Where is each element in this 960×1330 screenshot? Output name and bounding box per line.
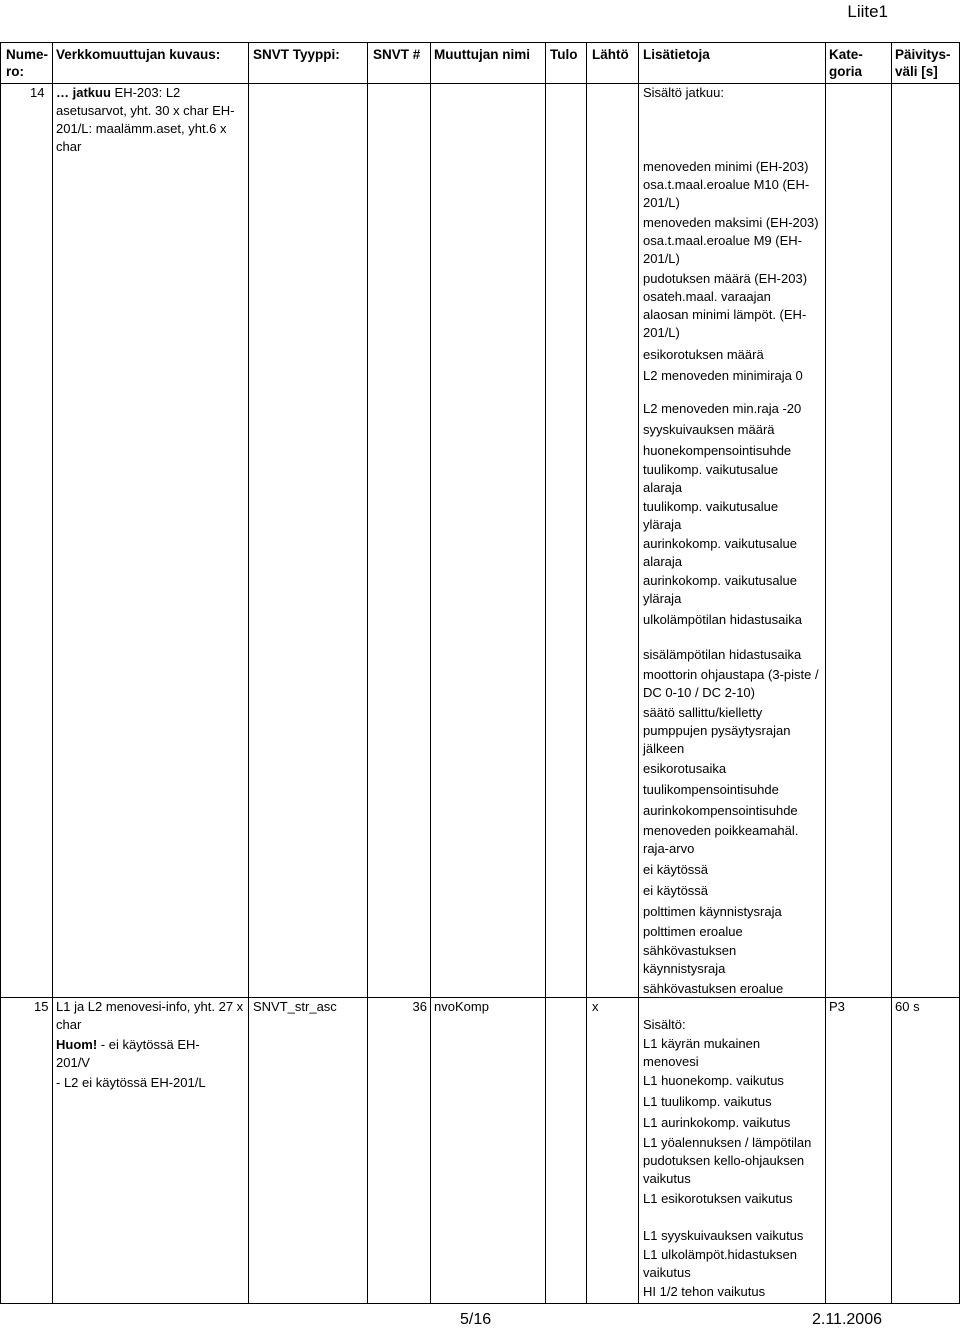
list-item: esikorotuksen määrä xyxy=(643,347,764,362)
list-item: L1 esikorotuksen vaikutus xyxy=(643,1191,793,1206)
list-item: menoveden poikkeamahäl. raja-arvo xyxy=(643,823,799,856)
list-item: tuulikomp. vaikutusalue yläraja xyxy=(643,499,779,532)
row14-content-heading: Sisältö jatkuu: xyxy=(643,85,724,100)
row14-description xyxy=(56,84,242,156)
col-border xyxy=(825,42,826,1303)
header-numero: Nume- ro: xyxy=(6,47,49,79)
header-kategoria: Kate- goria xyxy=(829,47,863,79)
table-top-border xyxy=(0,42,960,43)
row15-name: nvoKomp xyxy=(434,999,489,1014)
row15-update: 60 s xyxy=(895,999,920,1014)
list-item: aurinkokompensointisuhde xyxy=(643,803,798,818)
list-item: L1 yöalennuksen / lämpötilan pudotuksen kello-ohjauksen vaikutus xyxy=(643,1135,812,1186)
row15-desc-line3: - L2 ei käytössä EH-201/L xyxy=(56,1075,206,1090)
col-border xyxy=(430,42,431,1303)
row15-list-b xyxy=(643,1227,823,1301)
col-border xyxy=(367,42,368,1303)
list-item: L2 menoveden min.raja -20 xyxy=(643,401,802,416)
row15-content-heading: Sisältö: xyxy=(643,1017,686,1032)
header-paivitysvali: Päivitys- väli [s] xyxy=(895,47,951,79)
row14-number: 14 xyxy=(30,85,45,100)
col-border xyxy=(891,42,892,1303)
row15-snvt-type: SNVT_str_asc xyxy=(253,999,337,1014)
list-item: säätö sallittu/kielletty pumppujen pysäytysrajan jälkeen xyxy=(643,705,791,756)
list-item: tuulikompensointisuhde xyxy=(643,782,779,797)
col-border xyxy=(545,42,546,1303)
list-item: L2 menoveden minimiraja 0 xyxy=(643,368,803,383)
row15-huom xyxy=(56,1036,226,1072)
list-item: aurinkokomp. vaikutusalue alaraja xyxy=(643,536,797,569)
header-snvt-num: SNVT # xyxy=(373,47,421,62)
row15-snvt-num: 36 xyxy=(412,999,427,1014)
document-date: 2.11.2006 xyxy=(812,1311,882,1328)
row14-list-b xyxy=(643,400,809,629)
sheet-tab-label: Liite1 xyxy=(847,2,888,21)
list-item: huonekompensointisuhde xyxy=(643,443,792,458)
page-number: 5/16 xyxy=(460,1311,492,1328)
header-lahto: Lähtö xyxy=(592,47,629,62)
list-item: L1 aurinkokomp. vaikutus xyxy=(643,1115,791,1130)
row15-lahto: x xyxy=(592,999,599,1014)
list-item: menoveden maksimi (EH-203) osa.t.maal.eroalue M9 (EH-201/L) xyxy=(643,215,819,266)
header-snvt-tyyppi: SNVT Tyyppi: xyxy=(253,47,340,62)
row15-description xyxy=(56,998,246,1092)
header-kuvaus: Verkkomuuttujan kuvaus: xyxy=(56,47,221,62)
row15-number: 15 xyxy=(34,999,49,1014)
list-item: esikorotusaika xyxy=(643,761,727,776)
header-lisatietoja: Lisätietoja xyxy=(643,47,710,62)
col-border xyxy=(0,42,1,1303)
header-muuttujan-nimi: Muuttujan nimi xyxy=(434,47,530,62)
list-item: L1 tuulikomp. vaikutus xyxy=(643,1094,772,1109)
row15-huom-bold: Huom! xyxy=(56,1037,98,1052)
row15-category: P3 xyxy=(829,999,845,1014)
row14-desc-rest: EH-203: L2 asetusarvot, yht. 30 x char EH-201/L: maalämm.aset, yht.6 x char xyxy=(56,85,235,154)
list-item: ei käytössä xyxy=(643,862,709,877)
row14-list-c xyxy=(643,646,823,998)
list-item: sisälämpötilan hidastusaika xyxy=(643,647,802,662)
list-item: HI 1/2 tehon vaikutus xyxy=(643,1284,766,1299)
row14-list-a xyxy=(643,158,819,385)
list-item: L1 ulkolämpöt.hidastuksen vaikutus xyxy=(643,1247,797,1280)
list-item: polttimen käynnistysraja xyxy=(643,904,782,919)
list-item: ei käytössä xyxy=(643,883,709,898)
col-border xyxy=(586,42,587,1303)
list-item: L1 huonekomp. vaikutus xyxy=(643,1073,784,1088)
list-item: aurinkokomp. vaikutusalue yläraja xyxy=(643,573,797,606)
header-tulo: Tulo xyxy=(550,47,578,62)
row15-huom-rest: - ei käytössä EH-201/V xyxy=(56,1037,200,1070)
list-item: tuulikomp. vaikutusalue alaraja xyxy=(643,462,779,495)
table-bottom-border xyxy=(0,1303,960,1304)
col-border xyxy=(52,42,53,1303)
list-item: sähkövastuksen käynnistysraja xyxy=(643,943,737,976)
list-item: pudotuksen määrä (EH-203) osateh.maal. varaajan alaosan minimi lämpöt. (EH-201/L) xyxy=(643,271,808,340)
list-item: moottorin ohjaustapa (3-piste / DC 0-10 / DC 2-10) xyxy=(643,667,819,700)
list-item: syyskuivauksen määrä xyxy=(643,422,775,437)
col-border xyxy=(248,42,249,1303)
list-item: L1 käyrän mukainen menovesi xyxy=(643,1036,761,1069)
row15-desc-line1: L1 ja L2 menovesi-info, yht. 27 x char xyxy=(56,999,244,1032)
list-item: polttimen eroalue xyxy=(643,924,743,939)
list-item: menoveden minimi (EH-203) osa.t.maal.eroalue M10 (EH-201/L) xyxy=(643,159,810,210)
row14-desc-bold: … jatkuu xyxy=(56,85,111,100)
list-item: sähkövastuksen eroalue xyxy=(643,981,784,996)
col-border xyxy=(638,42,639,1303)
list-item: L1 syyskuivauksen vaikutus xyxy=(643,1228,804,1243)
list-item: ulkolämpötilan hidastusaika xyxy=(643,612,802,627)
row15-list-a xyxy=(643,1016,823,1208)
